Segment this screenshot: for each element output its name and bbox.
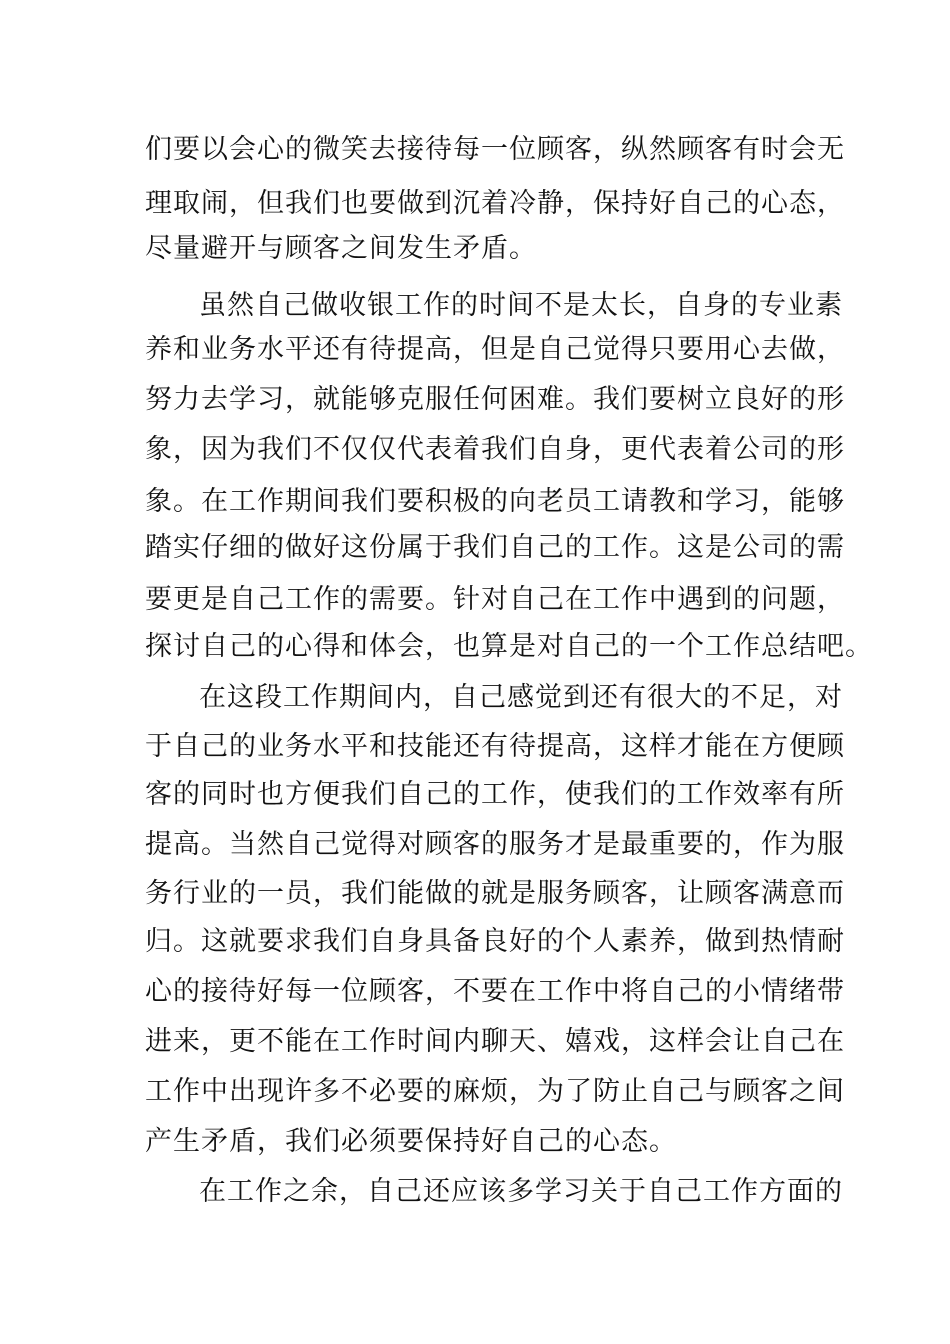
text-line: 尽量避开与顾客之间发生矛盾。 — [145, 233, 537, 264]
text-line: 象。在工作期间我们要积极的向老员工请教和学习，能够 — [145, 486, 845, 517]
paragraph-first-line: 在工作之余，自己还应该多学习关于自己工作方面的 — [199, 1176, 843, 1207]
text-line: 努力去学习，就能够克服任何困难。我们要树立良好的形 — [145, 384, 845, 415]
text-line: 探讨自己的心得和体会，也算是对自己的一个工作总结吧。 — [145, 631, 873, 662]
text-line: 务行业的一员，我们能做的就是服务顾客，让顾客满意而 — [145, 878, 845, 909]
text-line: 理取闹，但我们也要做到沉着冷静，保持好自己的心态， — [145, 188, 845, 219]
text-line: 们要以会心的微笑去接待每一位顾客，纵然顾客有时会无 — [145, 134, 845, 165]
text-line: 工作中出现许多不必要的麻烦，为了防止自己与顾客之间 — [145, 1076, 845, 1107]
text-line: 心的接待好每一位顾客，不要在工作中将自己的小情绪带 — [145, 976, 845, 1007]
text-line: 提高。当然自己觉得对顾客的服务才是最重要的，作为服 — [145, 829, 845, 860]
text-line: 养和业务水平还有待提高，但是自己觉得只要用心去做， — [145, 334, 845, 365]
text-line: 要更是自己工作的需要。针对自己在工作中遇到的问题， — [145, 584, 845, 615]
text-line: 进来，更不能在工作时间内聊天、嬉戏，这样会让自己在 — [145, 1026, 845, 1057]
paragraph-first-line: 虽然自己做收银工作的时间不是太长，自身的专业素 — [199, 290, 843, 321]
text-line: 归。这就要求我们自身具备良好的个人素养，做到热情耐 — [145, 926, 845, 957]
text-line: 象，因为我们不仅仅代表着我们自身，更代表着公司的形 — [145, 434, 845, 465]
text-line: 踏实仔细的做好这份属于我们自己的工作。这是公司的需 — [145, 532, 845, 563]
paragraph-first-line: 在这段工作期间内，自己感觉到还有很大的不足，对 — [199, 682, 843, 713]
text-line: 客的同时也方便我们自己的工作，使我们的工作效率有所 — [145, 779, 845, 810]
text-line: 于自己的业务水平和技能还有待提高，这样才能在方便顾 — [145, 731, 845, 762]
text-line: 产生矛盾，我们必须要保持好自己的心态。 — [145, 1126, 677, 1157]
